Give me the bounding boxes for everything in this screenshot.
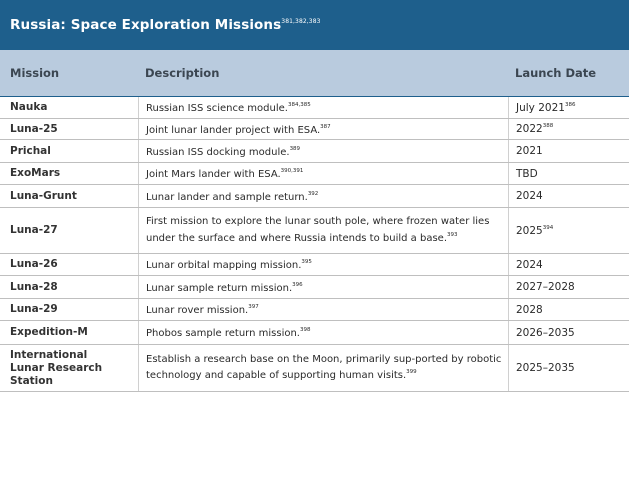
launch-date — [508, 140, 629, 162]
launch-date-block — [516, 168, 538, 180]
launch-date-block — [516, 190, 543, 202]
description-text: Lunar rover mission. — [146, 305, 249, 317]
mission-description — [138, 345, 511, 391]
description-block — [146, 301, 259, 318]
description-text: Phobos sample return mission. — [146, 328, 300, 340]
description-text: Russian ISS science module. — [146, 103, 288, 115]
description-block — [146, 143, 300, 160]
column-header-description: Description — [145, 66, 220, 80]
launch-date-block — [516, 225, 553, 237]
table-row — [0, 97, 629, 119]
table-row — [0, 163, 629, 185]
mission-description — [138, 185, 511, 207]
table-row — [0, 321, 629, 345]
description-footnote-ref: 399 — [406, 369, 417, 375]
description-footnote-ref: 395 — [301, 259, 312, 266]
description-block — [146, 188, 318, 205]
description-block — [146, 121, 331, 138]
table-header — [0, 50, 629, 97]
launch-date — [508, 345, 629, 391]
mission-name-text: Luna-28 — [10, 280, 58, 293]
mission-name-text: Luna-25 — [10, 122, 58, 135]
mission-name — [10, 254, 118, 275]
mission-name — [10, 208, 118, 253]
description-text: Establish a research base on the Moon, primarily sup-ported by robotic technology and capable of supporting human visits. — [146, 353, 502, 381]
table-row — [0, 254, 629, 276]
launch-date-block — [516, 327, 575, 339]
description-text: Joint Mars lander with ESA. — [146, 169, 281, 181]
table-row — [0, 208, 629, 254]
description-block — [146, 165, 303, 182]
description-text: Joint lunar lander project with ESA. — [146, 124, 321, 136]
launch-date-text: 2022 — [516, 123, 543, 135]
launch-date — [508, 97, 629, 118]
description-block — [146, 99, 311, 116]
column-header-mission: Mission — [10, 66, 60, 80]
launch-date-text: 2025–2035 — [516, 362, 575, 374]
description-text: First mission to explore the lunar south pole, where frozen water lies under the surface and where Russia intends to build a base. — [146, 216, 490, 244]
column-header-launch-date: Launch Date — [515, 66, 597, 80]
table-row — [0, 345, 629, 392]
description-footnote-ref: 393 — [447, 231, 458, 238]
launch-date — [508, 185, 629, 207]
launch-date — [508, 119, 629, 139]
table-title-text: Russia: Space Exploration Missions — [10, 17, 282, 33]
mission-description — [138, 97, 511, 118]
description-block — [146, 256, 312, 273]
mission-name-text: Luna-26 — [10, 258, 58, 270]
mission-description — [138, 119, 511, 139]
mission-description — [138, 254, 511, 275]
table-row — [0, 276, 629, 299]
description-footnote-ref: 397 — [248, 304, 259, 311]
mission-description — [138, 163, 511, 184]
launch-date-block — [516, 304, 543, 316]
table-row — [0, 119, 629, 140]
mission-name — [10, 140, 118, 162]
mission-name-text: Luna-27 — [10, 224, 58, 236]
mission-name-text: Prichal — [10, 144, 51, 157]
launch-date-text: 2027–2028 — [516, 281, 575, 293]
table-title-bar — [0, 0, 629, 50]
mission-name-text: Luna-Grunt — [10, 189, 77, 202]
launch-date-text: 2024 — [516, 258, 543, 271]
launch-date — [508, 321, 629, 344]
mission-name-text: Expedition-M — [10, 326, 88, 338]
mission-description — [138, 208, 511, 253]
mission-description — [138, 299, 511, 320]
launch-date-block — [516, 362, 575, 374]
launch-date — [508, 276, 629, 298]
description-footnote-ref: 389 — [289, 145, 301, 152]
description-block — [146, 324, 310, 341]
table-title — [10, 17, 321, 33]
description-text: Russian ISS docking module. — [146, 146, 290, 158]
mission-name — [10, 119, 118, 139]
launch-date — [508, 299, 629, 320]
table-row — [0, 299, 629, 321]
title-footnote-refs: 381,382,383 — [281, 18, 321, 25]
launch-date-text: TBD — [516, 167, 538, 180]
launch-date — [508, 208, 629, 253]
launch-date-block — [516, 259, 543, 271]
mission-name-text: ExoMars — [10, 167, 61, 179]
description-footnote-ref: 398 — [299, 327, 311, 334]
mission-description — [138, 276, 511, 298]
launch-date-text: 2026–2035 — [516, 326, 575, 339]
mission-name — [10, 276, 118, 298]
launch-date-footnote-ref: 386 — [564, 101, 576, 108]
launch-date-footnote-ref: 394 — [542, 224, 554, 231]
mission-name — [10, 185, 118, 207]
description-text: Lunar sample return mission. — [146, 282, 293, 294]
mission-name — [10, 299, 118, 320]
description-footnote-ref: 396 — [292, 281, 303, 288]
mission-name — [10, 163, 118, 184]
description-footnote-ref: 392 — [307, 190, 319, 197]
description-block — [146, 279, 303, 296]
mission-name-text: International Lunar Research Station — [10, 348, 103, 387]
table-row — [0, 140, 629, 163]
launch-date-block — [516, 145, 543, 157]
launch-date — [508, 163, 629, 184]
description-footnote-ref: 387 — [320, 123, 331, 130]
mission-description — [138, 321, 511, 344]
mission-name — [10, 321, 118, 344]
launch-date-footnote-ref: 388 — [542, 123, 554, 129]
launch-date-text: 2021 — [516, 145, 543, 157]
launch-date-text: July 2021 — [516, 101, 565, 114]
table-row — [0, 185, 629, 208]
mission-name-text: Nauka — [10, 101, 48, 113]
description-footnote-ref: 390,391 — [280, 168, 304, 175]
mission-name-text: Luna-29 — [10, 303, 58, 315]
mission-description — [138, 140, 511, 162]
launch-date-block — [516, 123, 553, 135]
launch-date-text: 2025 — [516, 224, 543, 237]
mission-name — [10, 345, 118, 391]
launch-date-block — [516, 281, 575, 293]
launch-date-block — [516, 102, 575, 114]
mission-name — [10, 97, 118, 118]
description-text: Lunar orbital mapping mission. — [146, 260, 302, 272]
description-block — [146, 216, 511, 245]
description-footnote-ref: 384,385 — [287, 102, 311, 109]
launch-date — [508, 254, 629, 275]
launch-date-text: 2024 — [516, 190, 543, 202]
description-text: Lunar lander and sample return. — [146, 191, 308, 203]
description-block — [146, 354, 511, 383]
launch-date-text: 2028 — [516, 303, 543, 316]
